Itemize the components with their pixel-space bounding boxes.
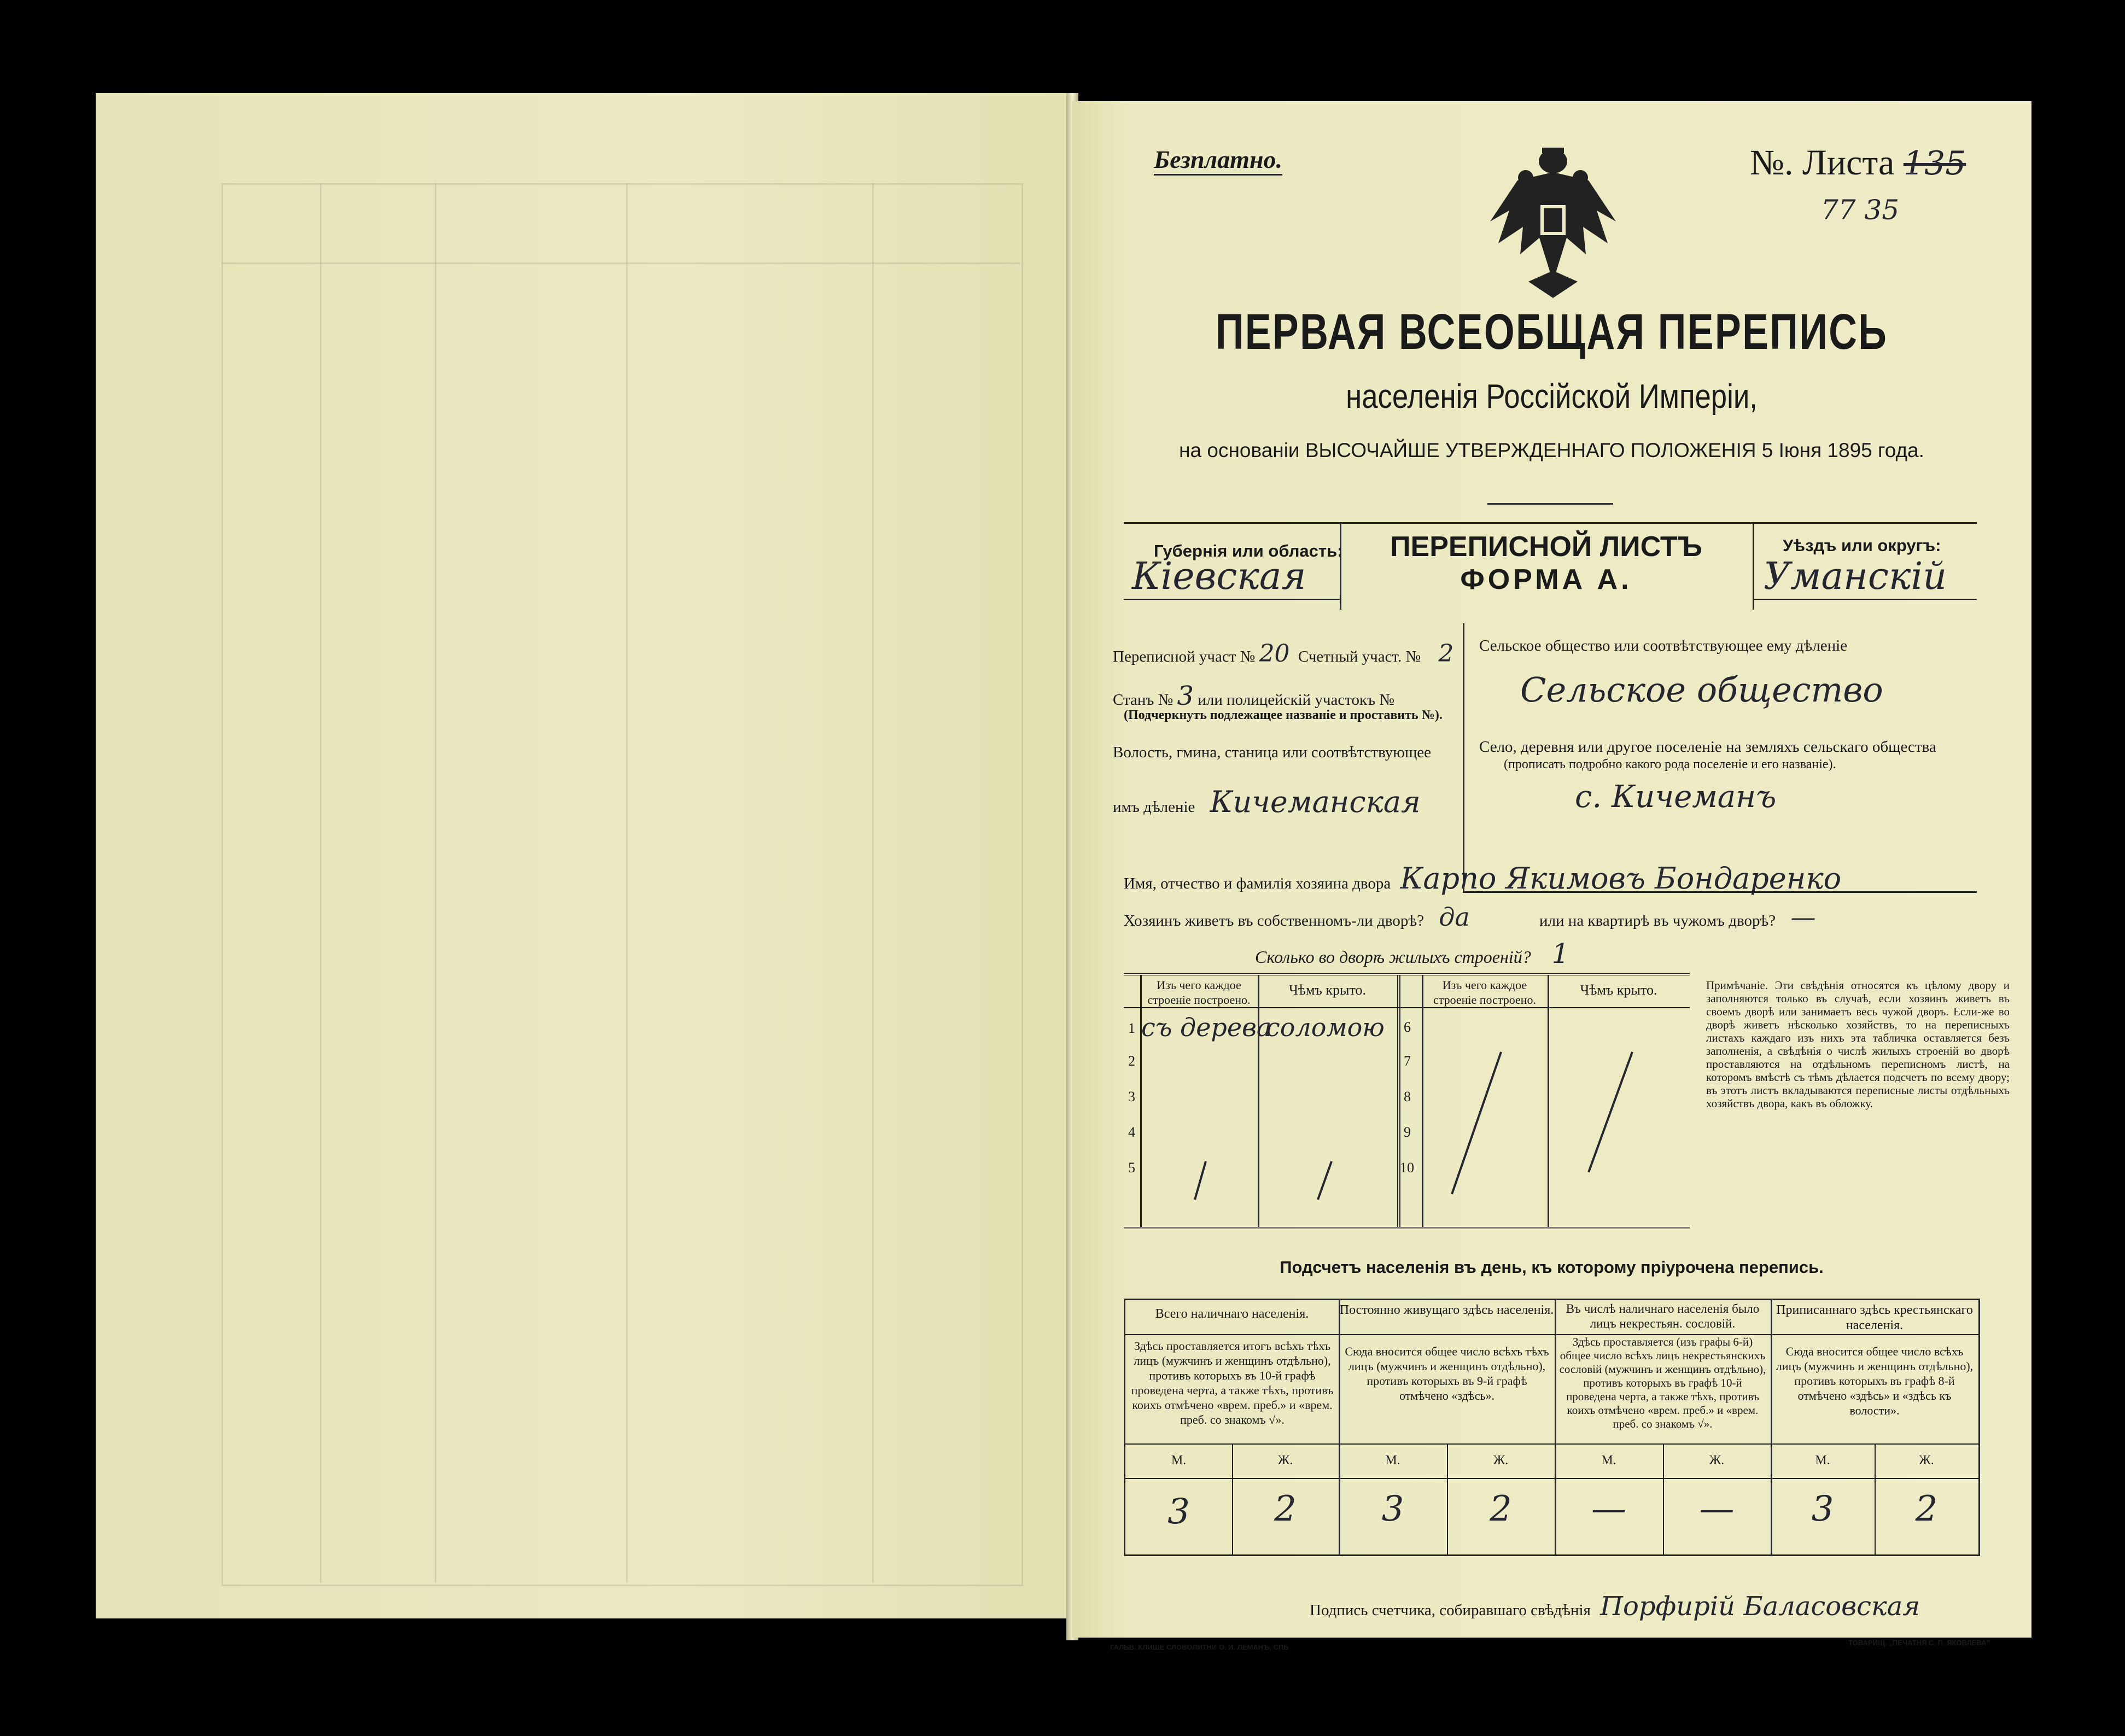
footer-left: ГАЛЬВ. КЛИШЕ СЛОВОЛИТНИ О. И. ЛЕМАНЪ, СПБ [1110, 1643, 1289, 1651]
pt-col-nonpeasant-f-value: — [1699, 1489, 1735, 1529]
buildings-table-note: Примѣчаніе. Эти свѣдѣнія относятся къ цѣлому двору и заполняются только въ случаѣ, если хозяинъ живетъ въ своемъ дворѣ или занимаетъ весь чужой дворъ. Если-же во дворѣ живетъ нѣсколько хозяйствъ, то на переписныхъ листахъ каждаго изъ нихъ эта табличка оставляется безъ заполненія, а свѣдѣнія о числѣ жилыхъ строеній во дворѣ проставляются на отдѣльномъ переписномъ листѣ, на которомъ вмѣстѣ съ тѣмъ дѣлается подсчетъ по всему двору; въ этотъ листъ вкладываются переписные листы отдѣльныхъ хозяйствъ двора, какъ въ обложку. [1706, 979, 2010, 1110]
buildings-table [1124, 973, 1690, 1229]
sheet-number [1750, 142, 1966, 184]
bt-row-number: 8 [1404, 1089, 1411, 1104]
census-title: ПЕРВАЯ ВСЕОБЩАЯ ПЕРЕПИСЬ [1215, 304, 1888, 360]
left-page [96, 93, 1069, 1618]
uezd-label: Уѣздъ или округъ: [1783, 536, 1941, 555]
pt-col-total-f-value: 2 [1274, 1489, 1297, 1529]
bt-material-value: съ дерева [1141, 1013, 1272, 1042]
bt-row-number: 5 [1128, 1160, 1135, 1176]
pt-col-registered-f-value: 2 [1915, 1489, 1938, 1529]
bt-header-material-right: Изъ чего каждое строеніе построено. [1433, 978, 1537, 1007]
pt-col-permanent-f-label: Ж. [1493, 1453, 1509, 1468]
pt-col-nonpeasant-m-value: — [1591, 1489, 1626, 1529]
pt-col-registered-desc: Сюда вносится общее число всѣхъ лицъ (мужчинъ и женщинъ отдѣльно), противъ которыхъ въ графѣ 8-й отмѣчено «здѣсь» и «здѣсь къ волости». [1776, 1345, 1974, 1417]
gubernia-value: Кіевская [1132, 555, 1306, 598]
pt-col-nonpeasant-m-label: М. [1601, 1453, 1616, 1468]
bt-roof-value: соломою [1266, 1013, 1385, 1042]
census-district-label: Переписной участ № [1113, 648, 1256, 665]
pt-col-permanent-title: Постоянно живущаго здѣсь населенія. [1339, 1303, 1554, 1317]
form-title-line-2: ФОРМА А. [1460, 564, 1632, 595]
own-yard-label: Хозяинъ живетъ въ собственномъ-ли дворѣ? [1124, 912, 1424, 930]
pt-col-total-desc: Здѣсь проставляется итогъ всѣхъ тѣхъ лицъ (мужчинъ и женщинъ отдѣльно), противъ которыхъ въ 10-й графѣ проведена черта, а также тѣхъ, противъ коихъ отмѣчено «врем. преб.» и «врем. преб. со знакомъ √». [1131, 1339, 1334, 1427]
volost-row [1113, 785, 1421, 819]
footer-right: ТОВАРИЩ. „ПЕЧАТНЯ С. П. ЯКОВЛЕВА" [1848, 1639, 1990, 1647]
census-basis: на основаніи ВЫСОЧАЙШЕ УТВЕРЖДЕННАГО ПОЛОЖЕНІЯ 5 Іюня 1895 года. [1179, 439, 1924, 461]
owner-row [1124, 861, 1841, 896]
bt-row-number: 3 [1128, 1089, 1135, 1104]
population-count-heading: Подсчетъ населенія въ день, къ которому пріурочена перепись. [1280, 1258, 1824, 1277]
bt-header-roof-right: Чѣмъ крыто. [1580, 982, 1657, 998]
village-label: Село, деревня или другое поселеніе на земляхъ сельскаго общества [1479, 738, 1936, 756]
pt-col-total-m-label: М. [1171, 1453, 1187, 1468]
pt-col-registered-m-label: М. [1815, 1453, 1830, 1468]
volost-value: Кичеманская [1210, 785, 1421, 819]
population-table [1124, 1299, 1980, 1556]
counting-district-value: 2 [1438, 640, 1454, 668]
ghost-column-2 [435, 183, 436, 1583]
pt-col-registered-f-label: Ж. [1919, 1453, 1934, 1468]
bt-empty-slashes [1124, 975, 1690, 1227]
rented-label: или на квартирѣ въ чужомъ дворѣ? [1539, 912, 1776, 930]
pt-title-line [1125, 1334, 1978, 1335]
pt-mf-line [1125, 1478, 1978, 1479]
bt-row-number: 4 [1128, 1124, 1135, 1140]
volost-label-1: Волость, гмина, станица или соотвѣтствующее [1113, 744, 1432, 761]
stan-rest: или полицейскій участокъ № [1198, 691, 1395, 709]
ghost-table-header-line [221, 262, 1020, 264]
pt-col-permanent-m-value: 3 [1381, 1489, 1404, 1529]
pt-col-total-f-label: Ж. [1277, 1453, 1293, 1468]
uezd-value: Уманскій [1764, 555, 1947, 598]
buildings-count-row [1255, 938, 1569, 969]
free-label: Безплатно. [1154, 145, 1282, 176]
own-yard-row [1124, 902, 1999, 932]
census-district-row [1113, 640, 1453, 668]
form-header-divider-2 [1753, 522, 1754, 610]
stan-note: (Подчеркнуть подлежащее названіе и проставить №). [1124, 708, 1443, 722]
pt-col-permanent-m-label: М. [1385, 1453, 1400, 1468]
pt-col-total-m-value: 3 [1167, 1492, 1190, 1532]
owner-label: Имя, отчество и фамилія хозяина двора [1124, 875, 1391, 892]
counting-district-label: Счетный участ. № [1298, 648, 1421, 665]
signature-row [1310, 1591, 1920, 1622]
signature-value: Порфирій Баласовская [1600, 1591, 1920, 1622]
bt-row-number: 10 [1400, 1160, 1414, 1176]
ghost-column-1 [320, 183, 322, 1583]
bt-row-number: 2 [1128, 1053, 1135, 1069]
bt-row-number: 1 [1128, 1020, 1135, 1036]
rented-value: — [1790, 902, 1816, 932]
pt-col-permanent-f-value: 2 [1490, 1489, 1512, 1529]
census-form-page [1072, 101, 2031, 1651]
gubernia-underline [1124, 599, 1340, 600]
village-note: (прописать подробно какого рода поселеніе и его названіе). [1504, 757, 1836, 771]
bt-row-number: 9 [1404, 1124, 1411, 1140]
pt-col-registered-m-value: 3 [1811, 1489, 1834, 1529]
form-title-line-1: ПЕРЕПИСНОЙ ЛИСТЪ [1390, 531, 1702, 563]
buildings-count-value: 1 [1551, 938, 1569, 969]
pt-col-total-title: Всего наличнаго населенія. [1155, 1307, 1309, 1321]
fields-column-divider [1463, 623, 1464, 891]
form-header-top-line [1124, 522, 1977, 524]
village-value: с. Кичеманъ [1575, 779, 1777, 815]
ornament-divider [1487, 503, 1613, 505]
sheet-number-label: №. Листа [1750, 143, 1895, 183]
stan-label: Станъ № [1113, 691, 1174, 709]
pt-col-permanent-desc: Сюда вносится общее число всѣхъ тѣхъ лицъ (мужчинъ и женщинъ отдѣльно), противъ которыхъ въ 9-й графѣ отмѣчено «здѣсь». [1345, 1345, 1549, 1402]
pt-col-nonpeasant-title: Въ числѣ наличнаго населенія было лицъ некрестьян. сословій. [1566, 1302, 1760, 1330]
ghost-column-3 [626, 183, 628, 1583]
bt-header-roof-left: Чѣмъ крыто. [1288, 982, 1367, 998]
bt-row-number: 6 [1404, 1019, 1411, 1035]
census-district-value: 20 [1259, 640, 1290, 668]
buildings-count-label: Сколько во дворѣ жилыхъ строеній? [1255, 947, 1531, 967]
pt-col-nonpeasant-desc: Здѣсь проставляется (изъ графы 6-й) общее число всѣхъ лицъ некрестьянскихъ сословій (мужчинъ и женщинъ отдѣльно), противъ которыхъ въ графѣ 10-й проведена черта, а также тѣхъ, противъ коихъ отмѣчено «врем. преб.» и «врем. преб. со знакомъ √». [1559, 1335, 1766, 1430]
sheet-number-value: 135 [1903, 144, 1966, 183]
stan-value: 3 [1177, 681, 1194, 711]
imperial-eagle-emblem [1479, 139, 1627, 303]
society-value: Сельское общество [1520, 670, 1883, 710]
census-subtitle: населенія Россійской Имперіи, [1346, 378, 1758, 416]
uezd-underline [1753, 599, 1977, 600]
society-label: Сельское общество или соотвѣтствующее ему дѣленіе [1479, 637, 1848, 654]
stan-row [1113, 681, 1394, 711]
pt-desc-line [1125, 1443, 1978, 1445]
ghost-table-frame [221, 183, 1023, 1586]
owner-value: Карпо Якимовъ Бондаренко [1400, 861, 1842, 896]
pt-col-nonpeasant-f-label: Ж. [1709, 1453, 1725, 1468]
signature-label: Подпись счетчика, собиравшаго свѣдѣнія [1310, 1601, 1591, 1619]
volost-label-2: имъ дѣленіе [1113, 798, 1195, 816]
gubernia-label: Губернія или область: [1154, 541, 1343, 560]
bt-header-material-left: Изъ чего каждое строеніе построено. [1147, 978, 1251, 1007]
own-yard-value: да [1439, 902, 1470, 932]
ghost-column-4 [872, 183, 874, 1583]
bt-row-number: 7 [1404, 1053, 1411, 1069]
sheet-number-handwritten: 77 35 [1821, 194, 1900, 226]
pt-col-registered-title: Приписаннаго здѣсь крестьянскаго населенія. [1776, 1303, 1973, 1332]
